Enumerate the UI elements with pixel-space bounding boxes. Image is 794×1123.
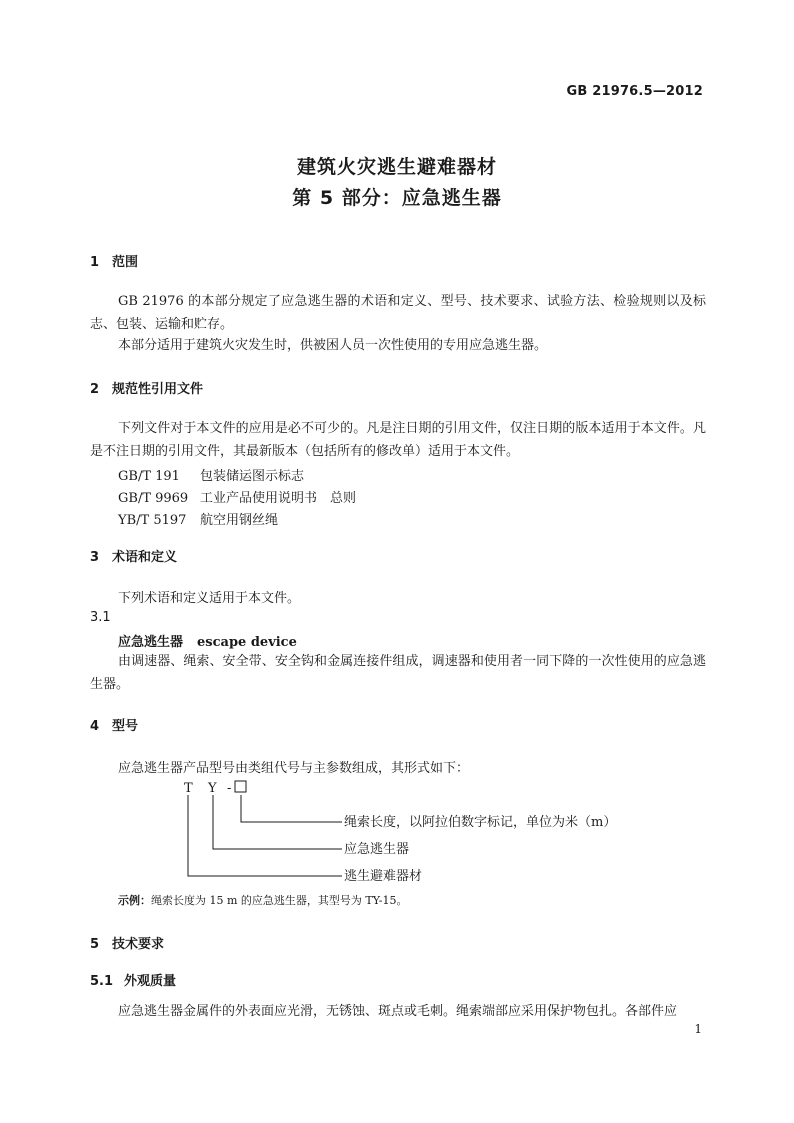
section-2-paragraph-1: 下列文件对于本文件的应用是必不可少的。凡是注日期的引用文件，仅注日期的版本适用于本文件。凡是不注日期的引用文件，其最新版本（包括所有的修改单）适用于本文件。: [90, 421, 706, 459]
section-number: 2: [90, 382, 100, 397]
subsection-title: 外观质量: [124, 974, 177, 989]
example-text: 绳索长度为 15 m 的应急逃生器，其型号为 TY-15。: [151, 894, 408, 907]
reference-title: 包装储运图示标志: [200, 469, 305, 484]
subsection-number: 5.1: [90, 974, 114, 989]
code-dash: -: [227, 781, 232, 796]
section-number: 3: [90, 550, 100, 565]
reference-title: 工业产品使用说明书 总则: [200, 491, 357, 506]
label-device: 应急逃生器: [344, 842, 410, 857]
section-title: 规范性引用文件: [112, 382, 204, 397]
reference-code: YB/T 5197: [118, 513, 187, 528]
section-number: 1: [90, 255, 100, 270]
document-title: 建筑火灾逃生避难器材: [296, 156, 497, 178]
section-title: 范围: [112, 255, 139, 270]
leader-line-category: [188, 795, 342, 876]
reference-title: 航空用钢丝绳: [200, 513, 279, 528]
section-1-paragraph-1: GB 21976 的本部分规定了应急逃生器的术语和定义、型号、技术要求、试验方法、检验规则以及标志、包装、运输和贮存。: [90, 294, 706, 332]
leader-line-rope: [241, 795, 342, 822]
code-letter-t: T: [184, 781, 193, 796]
code-placeholder-box: [235, 781, 246, 792]
term-definition: 由调速器、绳索、安全带、安全钩和金属连接件组成，调速器和使用者一同下降的一次性使用的应急逃生器。: [90, 654, 706, 692]
section-1-paragraph-2: 本部分适用于建筑火灾发生时，供被困人员一次性使用的专用应急逃生器。: [118, 338, 548, 353]
page-number: 1: [694, 1022, 702, 1036]
reference-code: GB/T 191: [118, 469, 180, 484]
section-3-paragraph-1: 下列术语和定义适用于本文件。: [118, 591, 301, 606]
subsection-5-1-heading: [90, 970, 176, 989]
section-number: 4: [90, 719, 100, 734]
label-rope-length: 绳索长度，以阿拉伯数字标记，单位为米（m）: [344, 815, 617, 830]
subsection-5-1-paragraph-1: 应急逃生器金属件的外表面应光滑，无锈蚀、斑点或毛刺。绳索端部应采用保护物包扎。各部件应: [118, 1004, 678, 1019]
standard-number: GB 21976.5—2012: [566, 84, 703, 99]
reference-code: GB/T 9969: [118, 491, 189, 506]
document-subtitle: 第 5 部分：应急逃生器: [292, 187, 502, 209]
example-note: [118, 892, 408, 908]
label-category: 逃生避难器材: [344, 869, 423, 884]
term-chinese: 应急逃生器: [118, 635, 184, 650]
section-title: 型号: [112, 719, 139, 734]
term-english: escape device: [197, 635, 297, 650]
code-letter-y: Y: [208, 781, 217, 796]
example-label: 示例：: [118, 894, 151, 907]
term-number: 3.1: [90, 610, 111, 625]
section-title: 术语和定义: [112, 550, 178, 565]
section-5-heading: [90, 933, 164, 952]
section-number: 5: [90, 937, 100, 952]
section-title: 技术要求: [112, 937, 165, 952]
section-4-paragraph-1: 应急逃生器产品型号由类组代号与主参数组成，其形式如下：: [118, 761, 470, 776]
